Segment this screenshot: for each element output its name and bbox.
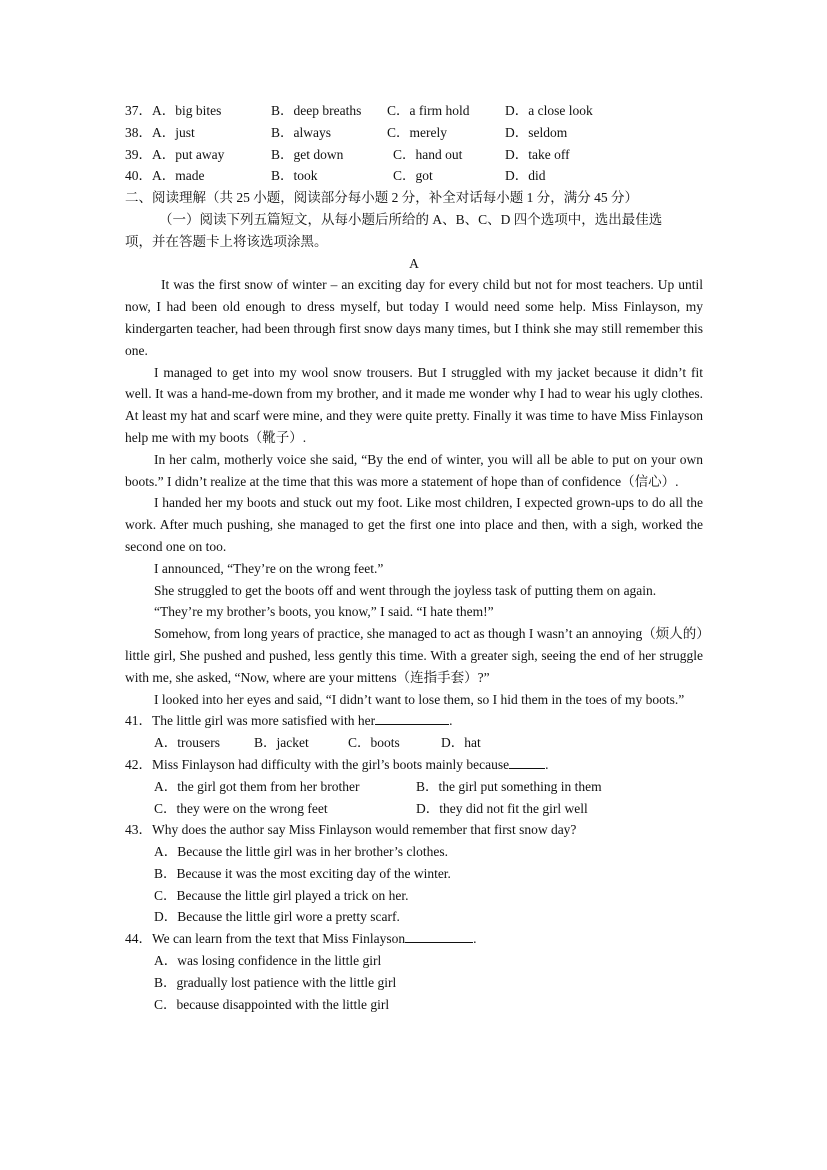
paragraph-2: I managed to get into my wool snow trousers. But I struggled with my jacket because it didn’t fit well. It was a hand-me-down from my brother, and it made me wonder why I had to wear his ugly clothes. At least my hat and scarf were mine, and they were quite pretty. Finally it was time to have Miss Finlayson help me with my boots（靴子）. [125, 364, 703, 445]
question-42-options-row-1 [125, 776, 703, 798]
option-a: 37．A．big bites [125, 103, 222, 118]
option-b: B．get down [271, 146, 344, 162]
paragraph-8: Somehow, from long years of practice, she managed to act as though I wasn’t an annoying（烦人的）little girl, She pushed and pushed, less gently this time. With a greater sigh, seeing the end of her struggle with me, she asked, “Now, where are your mittens（连指手套）?” [125, 626, 703, 685]
question-43: 43．Why does the author say Miss Finlayson would remember that first snow day? [125, 822, 577, 838]
option-c: C．merely [387, 124, 447, 140]
option-b: B．deep breaths [271, 103, 362, 118]
question-41: 41．The little girl was more satisfied with her . [125, 710, 703, 732]
option-c: C．they were on the wrong feet [154, 800, 328, 816]
option-d: D．did [505, 168, 546, 184]
option-a: 40．A．made [125, 168, 205, 184]
option-c: C．got [393, 168, 433, 184]
option-d: D．Because the little girl wore a pretty scarf. [154, 909, 400, 925]
paragraph-7: “They’re my brother’s boots, you know,” I said. “I hate them!” [154, 604, 494, 620]
question-44: 44．We can learn from the text that Miss Finlayson . [125, 928, 703, 950]
option-c: C．a firm hold [387, 103, 470, 118]
option-b: B．gradually lost patience with the little girl [154, 974, 397, 990]
paragraph-3: In her calm, motherly voice she said, “By the end of winter, you will all be able to put on your own boots.” I didn’t realize at the time that this was more a statement of hope than of confidence（信心）. [125, 451, 703, 489]
option-d: D．they did not fit the girl well [416, 800, 588, 816]
option-c: C．Because the little girl played a trick on her. [154, 887, 409, 903]
paragraph-4: I handed her my boots and stuck out my foot. Like most children, I expected grown-ups to do all the work. After much pushing, she managed to get the first one into place and then, with a sigh, worked the second one on too. [125, 495, 703, 554]
option-d: D．take off [505, 146, 570, 162]
answer-blank [405, 928, 473, 943]
question-42-options-row-2 [125, 798, 703, 820]
option-c: C．hand out [393, 146, 463, 162]
instruction-line-1: （一）阅读下列五篇短文，从每小题后所给的 A、B、C、D 四个选项中，选出最佳选 [159, 211, 663, 227]
option-b: B．took [271, 168, 318, 184]
answer-blank [375, 710, 449, 725]
option-c: C．boots [348, 735, 400, 751]
instruction-line-2: 项，并在答题卡上将该选项涂黑。 [125, 233, 328, 249]
option-a: A．trousers [154, 735, 220, 751]
cloze-row-40 [125, 165, 703, 187]
cloze-row-38 [125, 122, 703, 144]
option-b: B．jacket [254, 735, 309, 751]
exam-page [125, 100, 703, 1015]
question-42: 42．Miss Finlayson had difficulty with the girl’s boots mainly because . [125, 754, 703, 776]
cloze-row-37 [125, 100, 703, 122]
option-a: A．was losing confidence in the little girl [154, 953, 382, 969]
option-b: B．the girl put something in them [416, 778, 602, 794]
option-d: D．a close look [505, 103, 593, 118]
option-b: B．always [271, 124, 331, 140]
option-c: C．because disappointed with the little girl [154, 996, 390, 1012]
paragraph-9: I looked into her eyes and said, “I didn’t want to lose them, so I hid them in the toes of my boots.” [154, 691, 685, 707]
option-a: 39．A．put away [125, 146, 225, 162]
paragraph-6: She struggled to get the boots off and went through the joyless task of putting them on again. [154, 582, 657, 598]
section-heading: 二、阅读理解（共 25 小题，阅读部分每小题 2 分，补全对话每小题 1 分，满分 45 分） [125, 190, 638, 206]
option-b: B．Because it was the most exciting day of the winter. [154, 865, 451, 881]
option-a: 38．A．just [125, 124, 195, 140]
option-a: A．Because the little girl was in her brother’s clothes. [154, 844, 449, 860]
option-d: D．hat [441, 735, 481, 751]
paragraph-1: It was the first snow of winter – an exciting day for every child but not for most teachers. Up until now, I had been old enough to dress myself, but today I would need some help. Miss Finlayson, my kindergarten teacher, had been through first snow days many times, but I think she may still remember this one. [125, 277, 703, 358]
passage-letter: A [409, 255, 419, 271]
answer-blank [509, 754, 545, 769]
option-a: A．the girl got them from her brother [154, 778, 360, 794]
paragraph-5: I announced, “They’re on the wrong feet.” [154, 560, 384, 576]
question-41-options [125, 732, 703, 754]
cloze-row-39 [125, 144, 703, 166]
option-d: D．seldom [505, 124, 568, 140]
